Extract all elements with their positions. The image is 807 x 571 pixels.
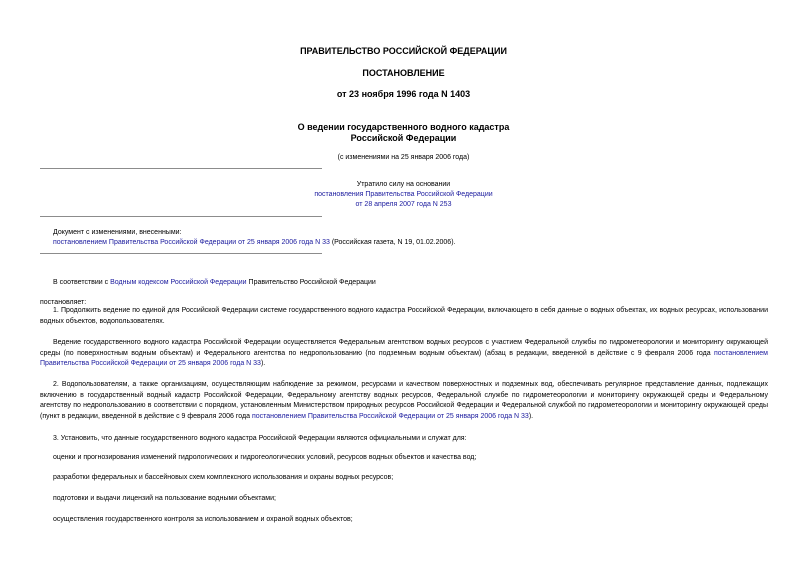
preamble-end: Правительство Российской Федерации — [246, 279, 376, 286]
amending-decree-link[interactable]: постановлением Правительства Российской Федерации от 25 января 2006 года N 33 — [53, 239, 330, 246]
clause-1-text: 1. Продолжить ведение по единой для Российской Федерации системе государственного водного кадастра Российской Федерации, включающего в себя данные о водных объектах, их водных ресурсах, использовании водных объектов, водопользователях. — [40, 307, 768, 325]
document-date-number: от 23 ноября 1996 года N 1403 — [336, 89, 471, 99]
repeal-status-text: Утратило силу на основании — [356, 181, 451, 188]
clause-2-text: 2. Водопользователям, а также организациям, осуществляющим наблюдение за режимом, ресурсами и качеством поверхностных и подземных вод, обеспечивать регулярное представление данных, подлежащих включению в государственный водный кадастр Российской Федерации, Федеральному агентству водных ресурсов, Федеральной службе по гидрометеорологии и мониторингу окружающей среды и Федеральному агентству по недропользованию в соответствии с порядком, установленным Министерством природных ресурсов Российской Федерации и Федеральной службой по гидрометеорологии и мониторингу окружающей среды (пункт в редакции, введенной в действие с 9 февраля 2006 года — [40, 381, 768, 420]
changes-reference — [53, 238, 455, 247]
publication-note: (Российская газета, N 19, 01.02.2006). — [329, 239, 456, 246]
amending-decree-link[interactable]: постановлением Правительства Российской Федерации от 25 января 2006 года N 33 — [40, 349, 768, 367]
clause-3: 3. Установить, что данные государственного водного кадастра Российской Федерации являются официальными и служат для: — [53, 435, 467, 442]
preamble — [53, 278, 376, 287]
clause-2 — [40, 380, 768, 422]
amending-decree-link[interactable]: постановлением Правительства Российской Федерации от 25 января 2006 года N 33 — [251, 412, 529, 420]
clause-1 — [40, 306, 768, 327]
separator-rule — [40, 168, 322, 169]
preamble-start: В соответствии с — [53, 279, 111, 286]
water-code-link[interactable]: Водным кодексом Российской Федерации — [110, 279, 247, 286]
clause-1-paragraph-2-text: Ведение государственного водного кадастра Российской Федерации осуществляется Федеральным агентством водных ресурсов с участием Федеральной службы по гидрометеорологии и мониторингу окружающей среды (по поверхностным водным объектам) и Федерального агентства по недропользованию (по подземным водным объектам) (абзац в редакции, введенной в действие с 9 февраля 2006 года — [40, 339, 768, 357]
purpose-item: разработки федеральных и бассейновых схем комплексного использования и охраны водных ресурсов; — [53, 474, 394, 481]
changes-intro: Документ с изменениями, внесенными: — [53, 229, 182, 236]
document-title-line2: Российской Федерации — [350, 133, 457, 143]
document-type: ПОСТАНОВЛЕНИЕ — [362, 68, 445, 78]
separator-rule — [40, 253, 322, 254]
purpose-item: осуществления государственного контроля за использованием и охраной водных объектов; — [53, 516, 353, 523]
repeal-decree-link[interactable]: постановления Правительства Российской Федерации — [314, 191, 493, 198]
purpose-item: оценки и прогнозирования изменений гидрологических и гидрогеологических условий, ресурсов водных объектов и качества вод; — [53, 454, 477, 461]
decree-word: постановляет: — [40, 299, 87, 306]
amendment-note: (с изменениями на 25 января 2006 года) — [337, 154, 470, 161]
clause-2-end: ). — [528, 412, 534, 420]
separator-rule — [40, 216, 322, 217]
document-title-line1: О ведении государственного водного кадастра — [297, 122, 510, 132]
government-heading: ПРАВИТЕЛЬСТВО РОССИЙСКОЙ ФЕДЕРАЦИИ — [300, 46, 507, 56]
repeal-decree-link-date[interactable]: от 28 апреля 2007 года N 253 — [355, 201, 452, 208]
clause-1-paragraph-2-end: ). — [260, 360, 266, 367]
clause-1-paragraph-2 — [40, 338, 768, 370]
purpose-item: подготовки и выдачи лицензий на пользование водными объектами; — [53, 495, 276, 502]
